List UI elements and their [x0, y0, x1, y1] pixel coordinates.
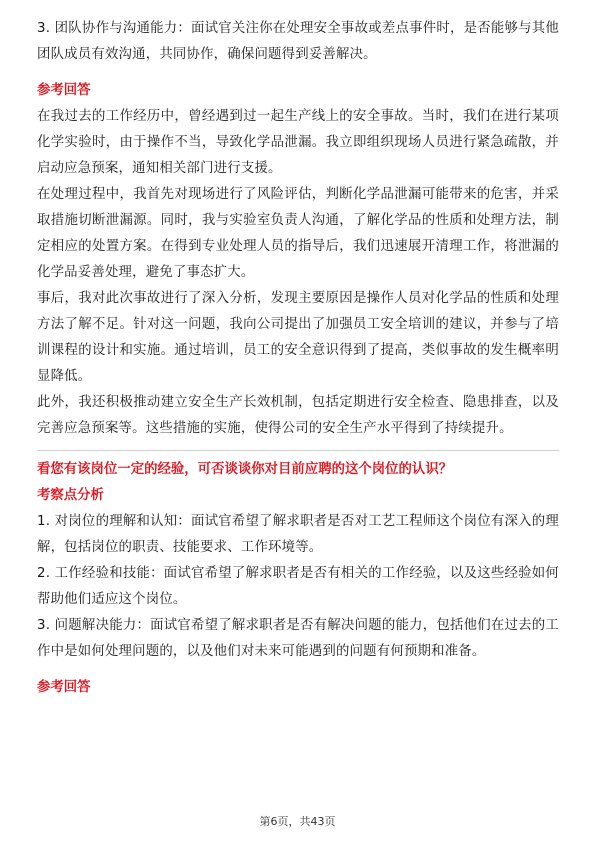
answer-paragraph: 事后，我对此次事故进行了深入分析，发现主要原因是操作人员对化学品的性质和处理方法了解不足。针对这一问题，我向公司提出了加强员工安全培训的建议，并参与了培训课程的设计和实施。通过培训，员工的安全意识得到了提高，类似事故的发生概率明显降低。: [37, 291, 559, 384]
criteria-item-3: 3. 团队协作与沟通能力：面试官关注你在处理安全事故或差点事件时，是否能够与其他团队成员有效沟通，共同协作，确保问题得到妥善解决。: [37, 21, 559, 62]
analysis-heading: 考察点分析: [37, 488, 104, 503]
answer-paragraph: 在我过去的工作经历中，曾经遇到过一起生产线上的安全事故。当时，我们在进行某项化学实验时，由于操作不当，导致化学品泄漏。我立即组织现场人员进行紧急疏散，并启动应急预案，通知相关部门进行支援。: [37, 109, 559, 176]
section-divider: [37, 450, 559, 451]
analysis-item-2: 2. 工作经验和技能：面试官希望了解求职者是否有相关的工作经验，以及这些经验如何帮助他们适应这个岗位。: [37, 566, 559, 607]
analysis-item-3: 3. 问题解决能力：面试官希望了解求职者是否有解决问题的能力，包括他们在过去的工作中是如何处理问题的，以及他们对未来可能遇到的问题有何预期和准备。: [37, 618, 559, 659]
page-number: 第6页，共43页: [259, 815, 336, 828]
answer-paragraph: 此外，我还积极推动建立安全生产长效机制，包括定期进行安全检查、隐患排查，以及完善应急预案等。这些措施的实施，使得公司的安全生产水平得到了持续提升。: [37, 395, 559, 436]
answer-paragraph: 在处理过程中，我首先对现场进行了风险评估，判断化学品泄漏可能带来的危害，并采取措施切断泄漏源。同时，我与实验室负责人沟通，了解化学品的性质和处理方法，制定相应的处置方案。在得到专业处理人员的指导后，我们迅速展开清理工作，将泄漏的化学品妥善处理，避免了事态扩大。: [37, 187, 559, 280]
analysis-item-1: 1. 对岗位的理解和认知：面试官希望了解求职者是否对工艺工程师这个岗位有深入的理解，包括岗位的职责、技能要求、工作环境等。: [37, 514, 559, 555]
reference-answer-heading: 参考回答: [37, 83, 91, 98]
reference-answer-heading-2: 参考回答: [37, 680, 91, 695]
page-content: [37, 16, 559, 701]
question-title: 看您有该岗位一定的经验，可否谈谈你对目前应聘的这个岗位的认识？: [37, 462, 453, 477]
